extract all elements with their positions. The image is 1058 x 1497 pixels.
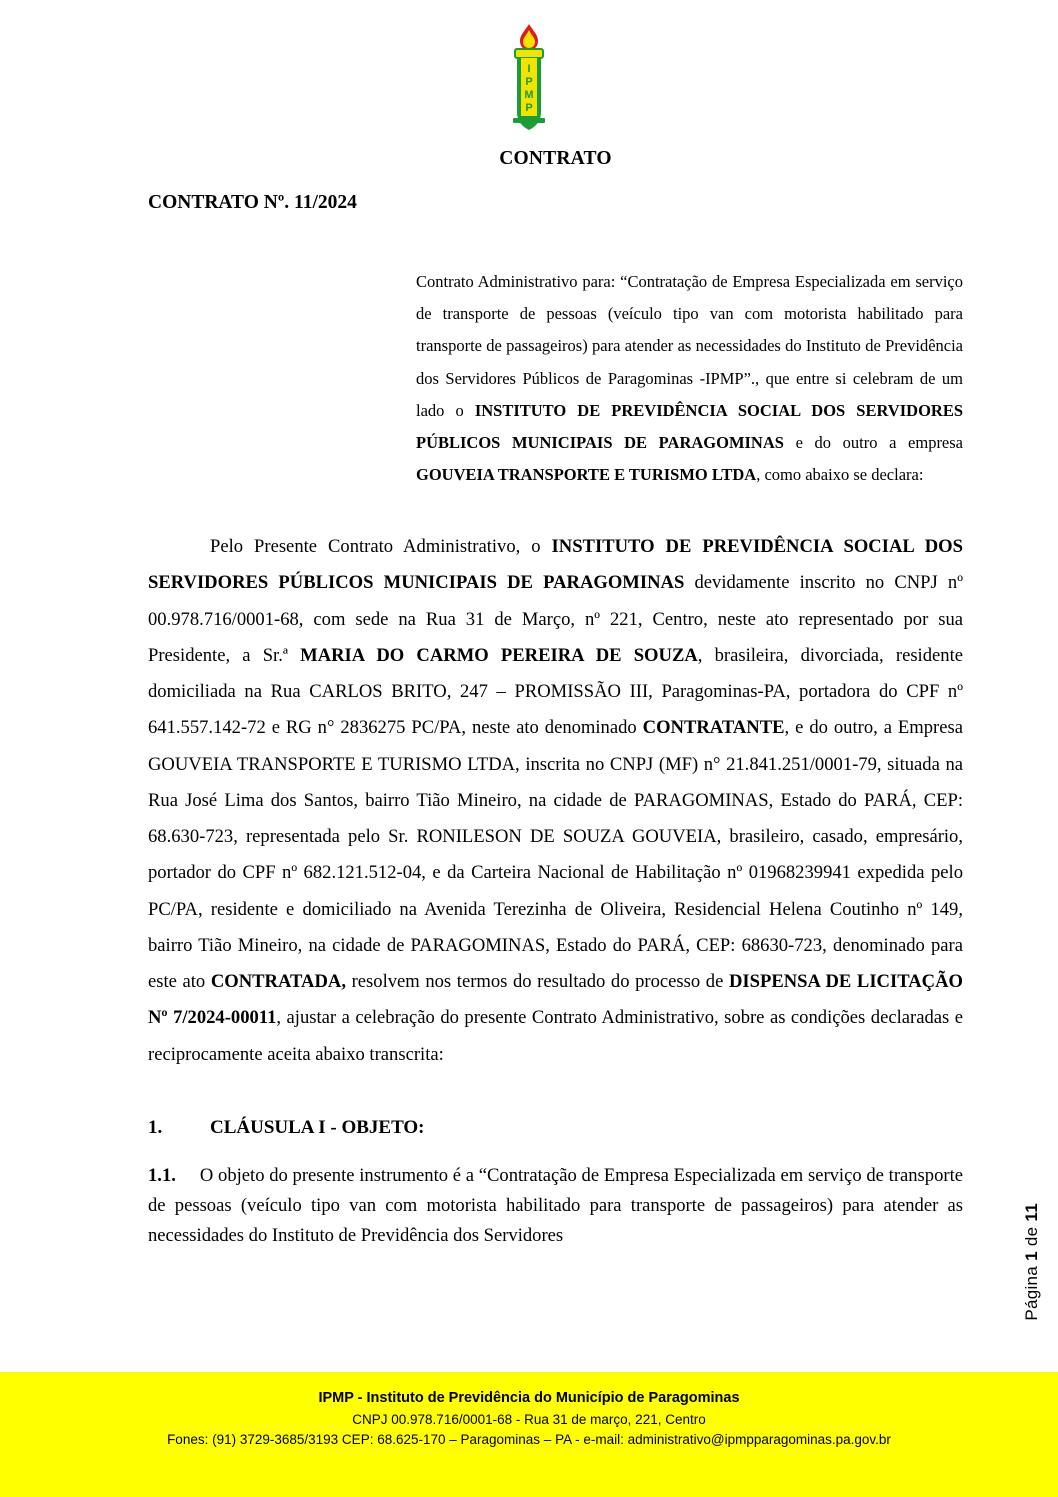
main-text-2: devidamente inscrito no CNPJ nº 00.978.716/0001-68, com sede na Rua 31 de Março, nº 221, Centro, neste ato representado por sua Presidente, a Sr.ª	[148, 572, 963, 666]
footer-line-3: Fones: (91) 3729-3685/3193 CEP: 68.625-170 – Paragominas – PA - e-mail: administrativo@ipmpparagominas.pa.gov.br	[167, 1432, 891, 1447]
main-bold-3: CONTRATANTE	[642, 717, 785, 739]
main-text-5: resolvem nos termos do resultado do processo de	[345, 971, 729, 993]
main-bold-4: CONTRATADA,	[210, 971, 346, 993]
clause-item-number: 1.1.	[148, 1164, 176, 1186]
main-text-4: , e do outro, a Empresa GOUVEIA TRANSPORTE E TURISMO LTDA, inscrita no CNPJ (MF) n° 21.841.251/0001-79, situada na Rua José Lima dos Santos, bairro Tião Mineiro, na cidade de PARAGOMINAS, Estado do PARÁ, CEP: 68.630-723, representada pelo Sr. RONILESON DE SOUZA GOUVEIA, brasileiro, casado, empresário, portador do CPF nº 682.121.512-04, e da Carteira Nacional de Habilitação nº 01968239941 expedida pelo PC/PA, residente e domiciliado na Avenida Terezinha de Oliveira, Residencial Helena Coutinho nº 149, bairro Tião Mineiro, na cidade de PARAGOMINAS, Estado do PARÁ, CEP: 68630-723, denominado para este ato	[148, 717, 963, 993]
svg-text:I: I	[527, 63, 531, 75]
footer-line-1: IPMP - Instituto de Previdência do Município de Paragominas	[318, 1390, 740, 1406]
page-number-suffix: de	[1022, 1221, 1041, 1252]
page-number-total: 11	[1022, 1203, 1041, 1222]
contract-number: CONTRATO Nº. 11/2024	[148, 192, 357, 213]
page-number	[1022, 1203, 1042, 1321]
document-body	[148, 148, 963, 1251]
preamble-text-2: e do outro a empresa	[783, 432, 964, 452]
preamble-bold-2: GOUVEIA TRANSPORTE E TURISMO LTDA	[416, 465, 757, 485]
svg-text:P: P	[525, 102, 533, 114]
logo-container	[0, 22, 1058, 134]
preamble-paragraph	[416, 266, 963, 491]
document-title: CONTRATO	[499, 148, 612, 169]
clause-item-text: O objeto do presente instrumento é a “Contratação de Empresa Especializada em serviço de transporte de pessoas (veículo tipo van com motorista habilitado para transporte de passageiros) para atender as necessidades do Instituto de Previdência dos Servidores	[148, 1164, 963, 1247]
main-text-3: , brasileira, divorciada, residente domiciliada na Rua CARLOS BRITO, 247 – PROMISSÃO III, Paragominas-PA, portadora do CPF nº 641.557.142-72 e RG n° 2836275 PC/PA, neste ato denominado	[148, 644, 963, 739]
svg-text:M: M	[524, 89, 534, 101]
main-text-6: , ajustar a celebração do presente Contrato Administrativo, sobre as condições declaradas e reciprocamente aceita abaixo transcrita:	[148, 1007, 963, 1065]
main-text-1: Pelo Presente Contrato Administrativo, o	[210, 536, 552, 558]
ipmp-logo-icon	[491, 22, 567, 134]
preamble-text-1: Contrato Administrativo para: “Contratação de Empresa Especializada em serviço de transporte de pessoas (veículo tipo van com motorista habilitado para transporte de passageiros) para atender as necessidades do Instituto de Previdência dos Servidores Públicos de Paragominas -IPMP”., que entre si celebram de um lado o	[416, 272, 963, 420]
preamble-bold-1: INSTITUTO DE PREVIDÊNCIA SOCIAL DOS SERVIDORES PÚBLICOS MUNICIPAIS DE PARAGOMINAS	[416, 400, 963, 452]
page-number-current: 1	[1022, 1251, 1041, 1262]
main-paragraph	[148, 529, 963, 1073]
clause-number: 1.	[148, 1116, 163, 1138]
page-number-prefix: Página	[1022, 1261, 1041, 1321]
svg-text:P: P	[525, 76, 533, 88]
clause-heading	[148, 1117, 963, 1139]
main-bold-5: DISPENSA DE LICITAÇÃO Nº 7/2024-00011	[148, 971, 963, 1029]
page-footer	[0, 1372, 1058, 1497]
preamble-text-3: , como abaixo se declara:	[756, 465, 924, 485]
footer-line-2: CNPJ 00.978.716/0001-68 - Rua 31 de março, 221, Centro	[352, 1412, 706, 1427]
main-bold-2: MARIA DO CARMO PEREIRA DE SOUZA	[300, 644, 698, 666]
main-bold-1: INSTITUTO DE PREVIDÊNCIA SOCIAL DOS SERVIDORES PÚBLICOS MUNICIPAIS DE PARAGOMINAS	[148, 536, 963, 594]
clause-title: CLÁUSULA I - OBJETO:	[210, 1116, 425, 1138]
clause-item	[148, 1161, 963, 1251]
